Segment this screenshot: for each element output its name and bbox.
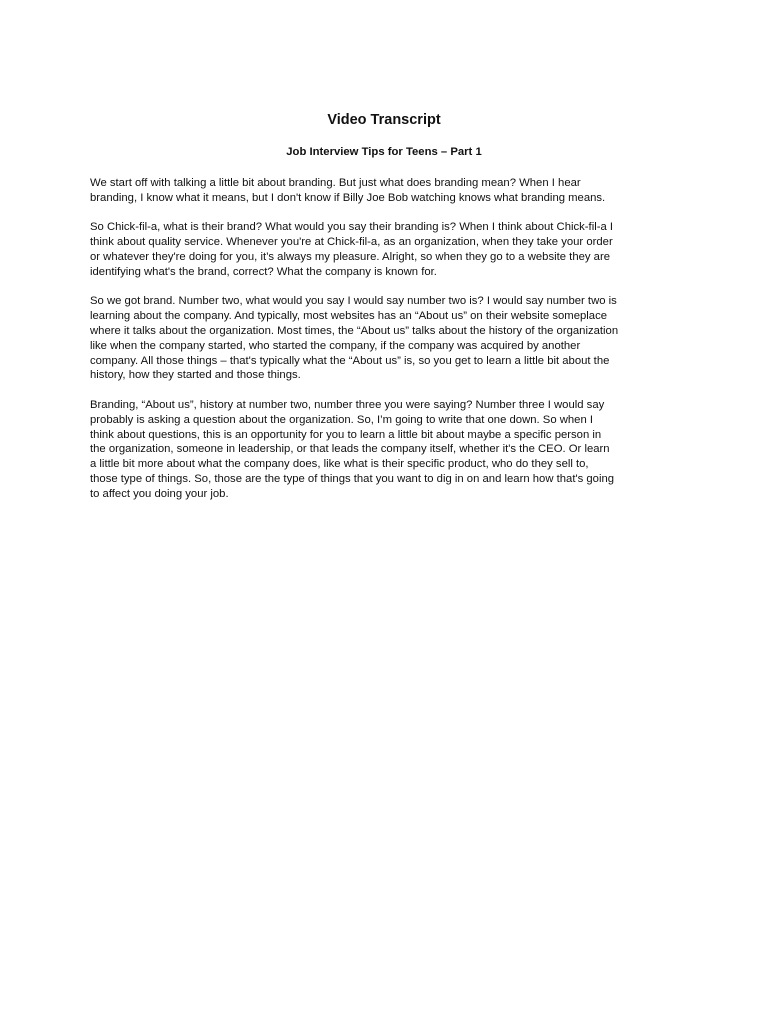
paragraph-1 (90, 176, 690, 206)
paragraph-2 (90, 220, 690, 279)
text-line: probably is asking a question about the organization. So, I’m going to write that one down. So when I (90, 413, 594, 426)
text-line: the organization, someone in leadership, or that leads the company itself, whether it's the CEO. Or learn (90, 443, 610, 456)
paragraph-3 (90, 294, 690, 383)
text-line: Branding, “About us”, history at number two, number three you were saying? Number three I would say (90, 398, 605, 411)
text-line: think about questions, this is an opportunity for you to learn a little bit about maybe a specific person in (90, 428, 602, 441)
text-line: company. All those things – that's typically what the “About us” is, so you get to learn a little bit about the (90, 354, 610, 367)
document-subtitle: Job Interview Tips for Teens – Part 1 (286, 146, 482, 158)
text-line: like when the company started, who started the company, if the company was acquired by another (90, 339, 581, 352)
text-line: So Chick-fil-a, what is their brand? What would you say their branding is? When I think about Chick-fil-a I (90, 221, 614, 234)
text-line: So we got brand. Number two, what would you say I would say number two is? I would say number two is (90, 295, 617, 308)
text-line: We start off with talking a little bit about branding. But just what does branding mean? When I hear (90, 177, 581, 189)
transcript-body (90, 176, 690, 516)
text-line: or whatever they're doing for you, it’s always my pleasure. Alright, so when they go to a website they are (90, 250, 610, 263)
text-line: branding, I know what it means, but I don't know if Billy Joe Bob watching knows what branding means. (90, 191, 606, 204)
document-title: Video Transcript (327, 112, 441, 128)
text-line: identifying what's the brand, correct? What the company is known for. (90, 265, 437, 278)
text-line: where it talks about the organization. Most times, the “About us” talks about the history of the organization (90, 324, 619, 337)
paragraph-4 (90, 398, 690, 502)
text-line: history, how they started and those things. (90, 369, 301, 382)
text-line: those type of things. So, those are the type of things that you want to dig in on and learn how that's going (90, 472, 615, 485)
text-line: a little bit more about what the company does, like what is their specific product, who do they sell to, (90, 458, 589, 471)
text-line: think about quality service. Whenever you're at Chick-fil-a, as an organization, when they take your order (90, 236, 613, 249)
text-line: learning about the company. And typically, most websites has an “About us” on their website someplace (90, 310, 608, 323)
text-line: to affect you doing your job. (90, 487, 229, 500)
